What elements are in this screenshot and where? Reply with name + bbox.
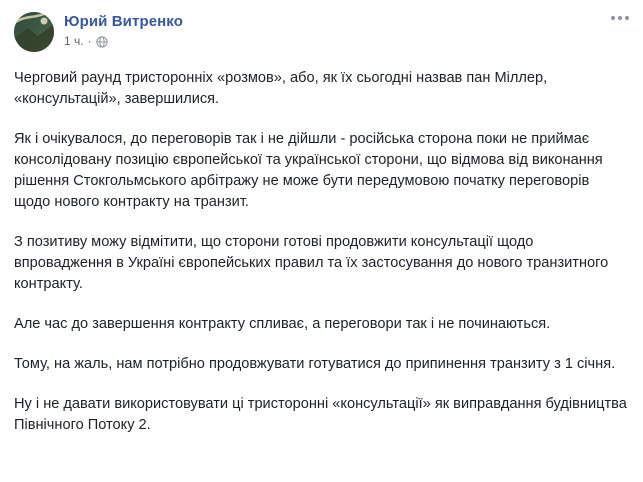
post-paragraph: Ну і не давати використовувати ці тристоронні «консультації» як виправдання будівництва Північного Потоку 2. [14,396,627,433]
avatar[interactable] [14,12,54,52]
dot [618,16,622,20]
post-header-text [64,12,183,48]
meta-separator: · [87,34,92,48]
post-body [0,52,643,436]
post-paragraph: Тому, на жаль, нам потрібно продовжувати готуватися до припинення транзиту з 1 січня. [14,356,616,372]
author-name[interactable]: Юрий Витренко [64,13,183,30]
globe-icon[interactable] [96,36,108,48]
dot [625,16,629,20]
post-paragraph: Черговий раунд тристоронніх «розмов», або, як їх сьогодні назвав пан Міллер, «консультацій», завершилися. [14,70,548,107]
post-timestamp[interactable]: 1 ч. [64,34,84,48]
post-paragraph: З позитиву можу відмітити, що сторони готові продовжити консультації щодо впровадження в Україні європейських правил та їх застосування до нового транзитного контракту. [14,234,609,292]
post-paragraph: Але час до завершення контракту спливає, а переговори так і не починаються. [14,316,551,332]
post-paragraph: Як і очікувалося, до переговорів так і не дійшли - російська сторона поки не приймає консолідовану позицію європейської та української сторони, що відмова від виконання рішення Стокгольмського арбітражу не може бути передумовою початку переговорів щодо нового контракту на транзит. [14,131,603,210]
dot [611,16,615,20]
profile-avatar-image [14,12,54,52]
post-header [0,0,643,52]
more-options-icon[interactable] [611,16,629,20]
post-meta [64,34,183,48]
